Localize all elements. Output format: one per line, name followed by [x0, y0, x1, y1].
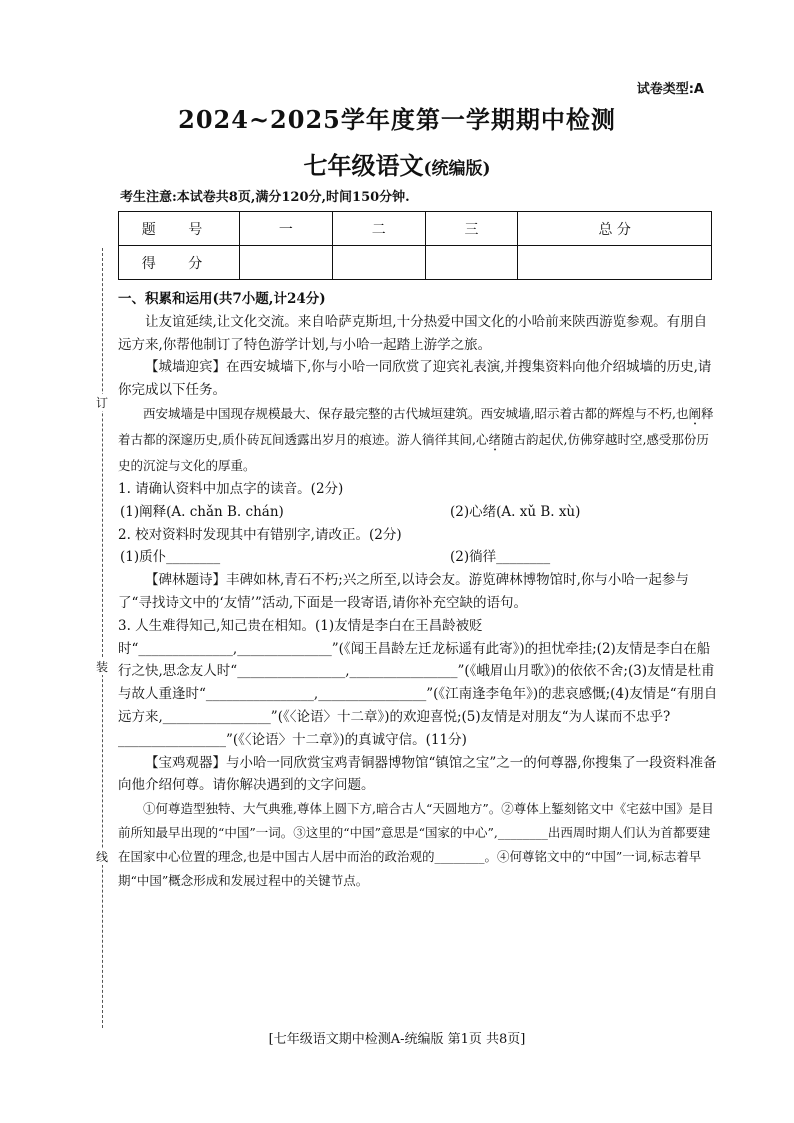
question-1-option-a: (1)阐释(A. chǎn B. chán) — [120, 503, 284, 520]
total-score-header: 总 分 — [518, 212, 712, 246]
exam-title: 2024~2025学年度第一学期期中检测 — [178, 105, 616, 134]
bronze-material: ①何尊造型独特、大气典雅,尊体上圆下方,暗合古人“天圆地方”。②尊体上錾刻铭文中《宅兹中国》是目前所知最早出现的“中国”一词。③这里的“中国”意思是“国家的中心”,________出西周时期人们认为首都要建在国家中心位置的理念,也是中国古人居中而治的政治观的________。④何尊铭文中的“中国”一词,标志着早期“中国”概念形成和发展过程中的关键节点。 — [118, 801, 714, 889]
total-score-cell[interactable] — [518, 246, 712, 280]
dotted-char-chan: 阐 — [688, 405, 701, 421]
exam-subtitle — [0, 146, 794, 181]
edition-label: (统编版) — [423, 159, 491, 179]
question-2-options — [118, 546, 718, 569]
section-three-header: 三 — [425, 212, 518, 246]
binding-mark-ding: 订 — [95, 396, 108, 410]
question-1: 1. 请确认资料中加点字的读音。(2分) — [118, 480, 344, 497]
binding-mark-xian: 线 — [95, 850, 108, 864]
material-part-b: 释着古都的深邃历史,质仆砖瓦间透露出岁月的痕迹。游人徜徉其间,心 — [118, 405, 714, 447]
dotted-char-xu: 绪 — [488, 431, 501, 447]
material-part-a: 西安城墙是中国现存规模最大、保存最完整的古代城垣建筑。西安城墙,昭示着古都的辉煌与不朽,也 — [143, 405, 689, 421]
candidate-notice: 考生注意:本试卷共8页,满分120分,时间150分钟. — [120, 190, 410, 205]
stele-task: 【碑林题诗】丰碑如林,青石不朽;兴之所至,以诗会友。游览碑林博物馆时,你与小哈一起参与了“寻找诗文中的‘友情’”活动,下面是一段寄语,请你补充空缺的语句。 — [118, 572, 689, 611]
question-2-blank-b[interactable]: (2)徜徉________ — [450, 549, 551, 566]
score-table-header-row — [119, 212, 712, 246]
subject-name: 七年级语文 — [303, 151, 424, 180]
question-1-options — [118, 501, 718, 524]
section-one-score-cell[interactable] — [240, 246, 333, 280]
binding-dashed-line — [102, 248, 103, 1028]
exam-content — [118, 288, 718, 893]
material-part-c: 随古韵起伏,仿佛穿越时空,感受那份历史的沉淀与文化的厚重。 — [118, 431, 709, 473]
question-3[interactable]: 3. 人生难得知己,知己贵在相知。(1)友情是李白在王昌龄被贬时“______________,______________”(《闻王昌龄左迁龙标遥有此寄》)的担忧牵挂;(2)友情是李白在船行之快,思念友人时“________________,________________”(《峨眉山月歌》)的依依不舍;(3)友情是杜甫与故人重逢时“________________,________________”(《江南逢李龟年》)的悲哀感慨;(4)友情是“有朋自远方来,________________”(《〈论语〉十二章》)的欢迎喜悦;(5)友情是对朋友“为人谋而不忠乎?________________”(《〈论语〉十二章》)的真诚守信。(11分) — [118, 617, 718, 748]
score-label: 得 分 — [119, 246, 240, 280]
section-one-title: 一、积累和运用(共7小题,计24分) — [118, 291, 326, 307]
bronze-task: 【宝鸡观器】与小哈一同欣赏宝鸡青铜器博物馆“镇馆之宝”之一的何尊器,你搜集了一段资料准备向他介绍何尊。请你解决遇到的文字问题。 — [118, 754, 717, 794]
binding-mark-zhuang: 装 — [95, 660, 108, 674]
page-footer: [七年级语文期中检测A-统编版 第1页 共8页] — [268, 1032, 526, 1047]
city-wall-task: 【城墙迎宾】在西安城墙下,你与小哈一同欣赏了迎宾礼表演,并搜集资料向他介绍城墙的历史,请你完成以下任务。 — [118, 359, 712, 399]
section-one-header: 一 — [240, 212, 333, 246]
binding-line — [92, 248, 112, 1028]
question-1-option-b: (2)心绪(A. xǔ B. xù) — [450, 503, 581, 520]
score-table — [118, 211, 712, 280]
section-two-score-cell[interactable] — [332, 246, 425, 280]
question-2: 2. 校对资料时发现其中有错别字,请改正。(2分) — [118, 526, 402, 543]
question-number-label: 题 号 — [119, 212, 240, 246]
exam-type-label: 试卷类型:A — [636, 82, 704, 97]
section-two-header: 二 — [332, 212, 425, 246]
question-2-blank-a[interactable]: (1)质仆________ — [120, 549, 221, 566]
city-wall-material — [118, 402, 718, 478]
section-three-score-cell[interactable] — [425, 246, 518, 280]
intro-paragraph: 让友谊延续,让文化交流。来自哈萨克斯坦,十分热爱中国文化的小哈前来陕西游览参观。有朋自远方来,你帮他制订了特色游学计划,与小哈一起踏上游学之旅。 — [118, 313, 708, 353]
score-table-score-row — [119, 246, 712, 280]
